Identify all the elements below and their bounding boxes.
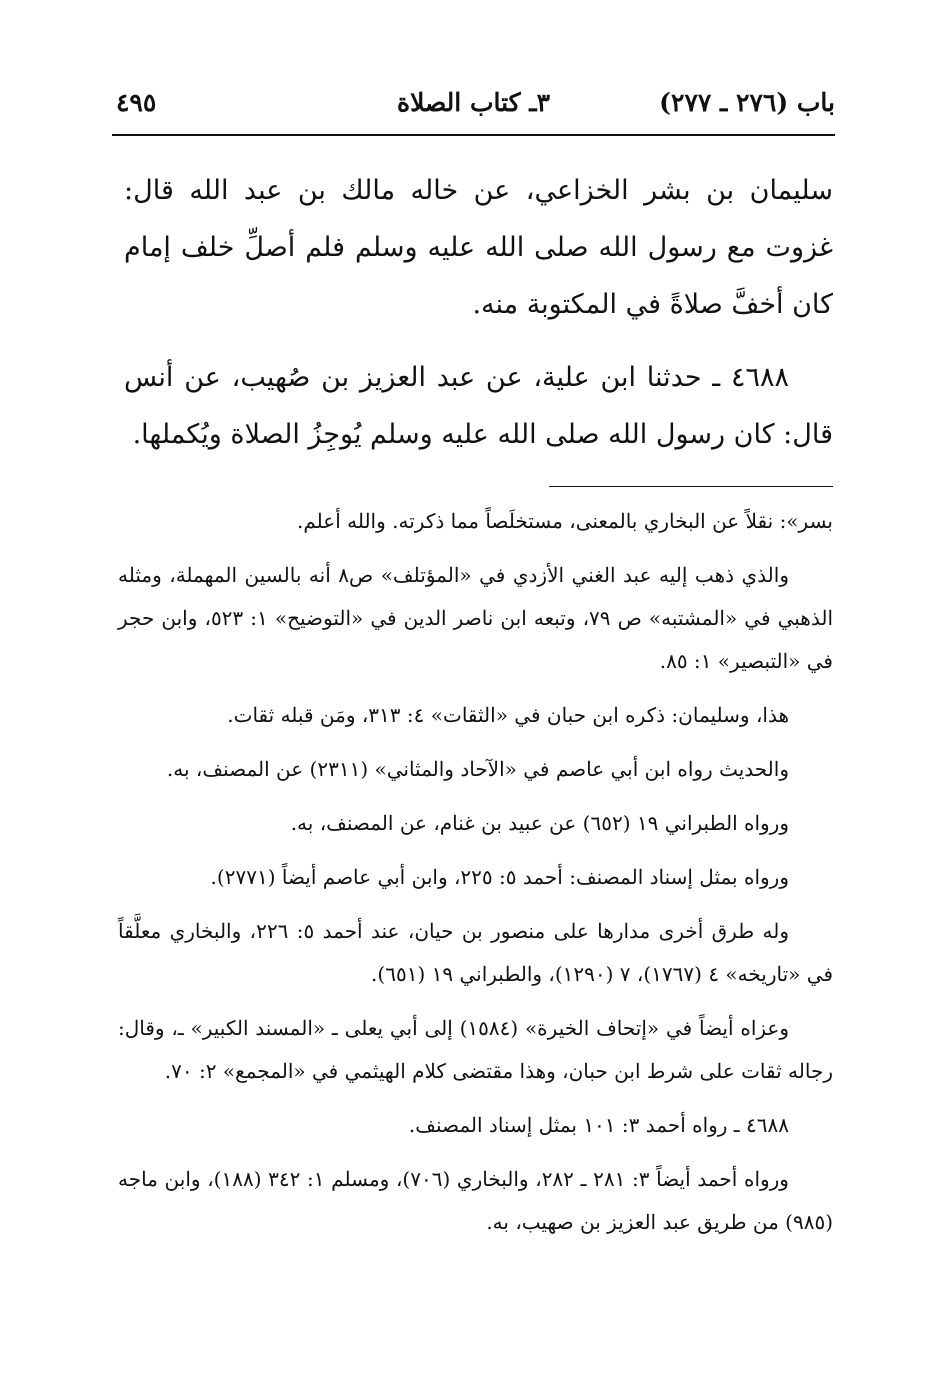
footnote-paragraph: وعزاه أيضاً في «إتحاف الخيرة» (١٥٨٤) إلى أبي يعلى ـ «المسند الكبير» ـ، وقال: رجاله ثقات على شرط ابن حبان، وهذا مقتضى كلام الهيثمي في «المجمع» ٢: ٧٠. [118, 1016, 833, 1083]
main-text [124, 162, 833, 463]
book-title: ٣ـ كتاب الصلاة [396, 88, 551, 117]
footnote-paragraph: ورواه بمثل إسناد المصنف: أحمد ٥: ٢٢٥، وابن أبي عاصم أيضاً (٢٧٧١). [210, 865, 789, 889]
footnote-paragraph: هذا، وسليمان: ذكره ابن حبان في «الثقات» ٤: ٣١٣، ومَن قبله ثقات. [227, 703, 789, 727]
page-number: ٤٩٥ [116, 88, 157, 117]
running-header [112, 88, 835, 132]
header-divider [112, 134, 835, 136]
footnotes [118, 500, 833, 1255]
hadith-4688: ٤٦٨٨ ـ حدثنا ابن علية، عن عبد العزيز بن صُهيب، عن أنس قال: كان رسول الله صلى الله عليه وسلم يُوجِزُ الصلاة ويُكملها. [124, 362, 833, 450]
footnote-paragraph: ورواه الطبراني ١٩ (٦٥٢) عن عبيد بن غنام، عن المصنف، به. [290, 811, 789, 835]
footnote-divider [549, 486, 833, 487]
paragraph-gap [124, 333, 833, 349]
main-paragraph: سليمان بن بشر الخزاعي، عن خاله مالك بن عبد الله قال: غزوت مع رسول الله صلى الله عليه وسلم فلم أصلِّ خلف إمام كان أخفَّ صلاةً في المكتوبة منه. [124, 175, 833, 320]
footnote-paragraph: والذي ذهب إليه عبد الغني الأزدي في «المؤتلف» ص٨ أنه بالسين المهملة، ومثله الذهبي في «المشتبه» ص ٧٩، وتبعه ابن ناصر الدين في «التوضيح» ١: ٥٢٣، وابن حجر في «التبصير» ١: ٨٥. [118, 563, 833, 673]
footnote-paragraph: ورواه أحمد أيضاً ٣: ٢٨١ ـ ٢٨٢، والبخاري (٧٠٦)، ومسلم ١: ٣٤٢ (١٨٨)، وابن ماجه (٩٨٥) من طريق عبد العزيز بن صهيب، به. [118, 1167, 833, 1234]
footnote-paragraph: بسر»: نقلاً عن البخاري بالمعنى، مستخلَصاً مما ذكرته. والله أعلم. [296, 509, 833, 533]
chapter-heading: باب (٢٧٦ ـ ٢٧٧) [659, 88, 835, 117]
footnote-paragraph: وله طرق أخرى مدارها على منصور بن حيان، عند أحمد ٥: ٢٢٦، والبخاري معلَّقاً في «تاريخه» ٤ (١٧٦٧)، ٧ (١٢٩٠)، والطبراني ١٩ (٦٥١). [118, 919, 833, 986]
footnote-paragraph: ٤٦٨٨ ـ رواه أحمد ٣: ١٠١ بمثل إسناد المصنف. [408, 1113, 789, 1137]
footnote-paragraph: والحديث رواه ابن أبي عاصم في «الآحاد والمثاني» (٢٣١١) عن المصنف، به. [166, 757, 789, 781]
